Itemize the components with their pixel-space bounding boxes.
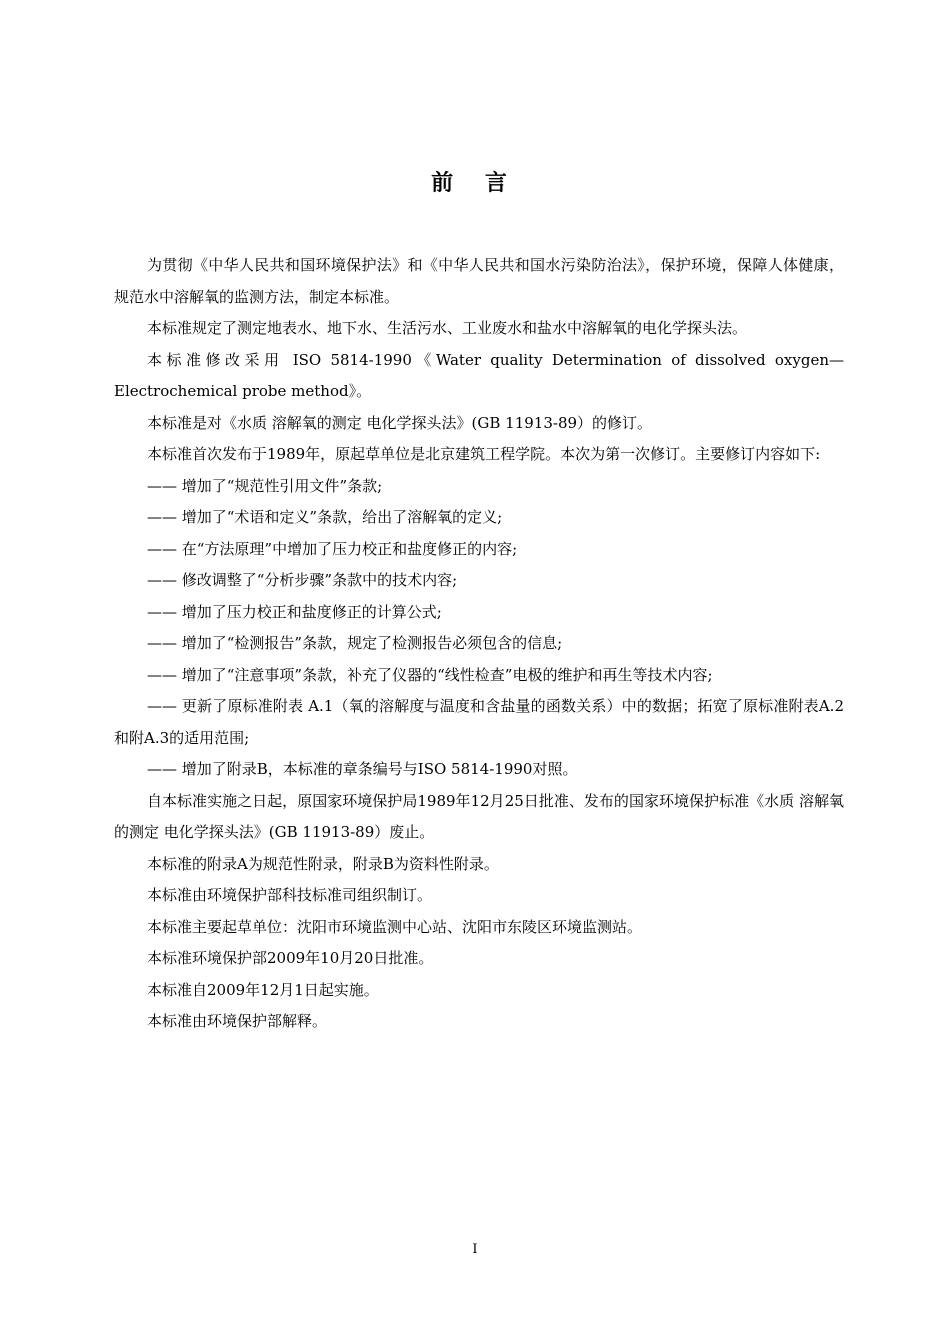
list-item: —— 增加了“注意事项”条款，补充了仪器的“线性检查”电极的维护和再生等技术内容;: [147, 665, 713, 684]
list-item: —— 增加了“检测报告”条款，规定了检测报告必须包含的信息;: [147, 634, 563, 652]
paragraph-effective-date: 本标准自2009年12月1日起实施。: [147, 980, 379, 999]
paragraph-history: 本标准首次发布于1989年，原起草单位是北京建筑工程学院。本次为第一次修订。主要修订内容如下:: [147, 445, 821, 463]
preface-body: [114, 250, 844, 1038]
list-item: —— 在“方法原理”中增加了压力校正和盐度修正的内容;: [147, 539, 518, 558]
list-item: —— 增加了“术语和定义”条款，给出了溶解氧的定义;: [147, 508, 503, 526]
list-item: —— 增加了附录B，本标准的章条编号与ISO 5814-1990对照。: [147, 760, 578, 778]
paragraph-interpretation: 本标准由环境保护部解释。: [147, 1012, 328, 1030]
paragraph-supersedes: 自本标准实施之日起，原国家环境保护局1989年12月25日批准、发布的国家环境保护标准《水质 溶解氧的测定 电化学探头法》(GB 11913-89）废止。: [114, 791, 844, 841]
paragraph-scope: 本标准规定了测定地表水、地下水、生活污水、工业废水和盐水中溶解氧的电化学探头法。: [147, 319, 748, 337]
paragraph-drafters: 本标准主要起草单位：沈阳市环境监测中心站、沈阳市东陵区环境监测站。: [147, 917, 643, 936]
list-item: —— 增加了“规范性引用文件”条款;: [147, 476, 383, 495]
paragraph-annexes: 本标准的附录A为规范性附录，附录B为资料性附录。: [147, 854, 499, 873]
list-item: —— 修改调整了“分析步骤”条款中的技术内容;: [147, 571, 458, 589]
page-title: 前 言: [431, 170, 519, 196]
paragraph-purpose: 为贯彻《中华人民共和国环境保护法》和《中华人民共和国水污染防治法》，保护环境，保障人体健康，规范水中溶解氧的监测方法，制定本标准。: [114, 256, 844, 306]
paragraph-revision: 本标准是对《水质 溶解氧的测定 电化学探头法》(GB 11913-89）的修订。: [147, 413, 653, 432]
paragraph-approval: 本标准环境保护部2009年10月20日批准。: [147, 949, 434, 967]
list-item: —— 增加了压力校正和盐度修正的计算公式;: [147, 602, 442, 621]
page-number: I: [472, 1242, 478, 1257]
paragraph-iso-reference: 本标准修改采用 ISO 5814-1990《Water quality Determination of dissolved oxygen—Electrochemical probe method》。: [114, 350, 844, 400]
paragraph-organizer: 本标准由环境保护部科技标准司组织制订。: [147, 886, 433, 904]
list-item: —— 更新了原标准附表 A.1（氧的溶解度与温度和含盐量的函数关系）中的数据；拓宽了原标准附表A.2和附A.3的适用范围;: [114, 697, 844, 747]
